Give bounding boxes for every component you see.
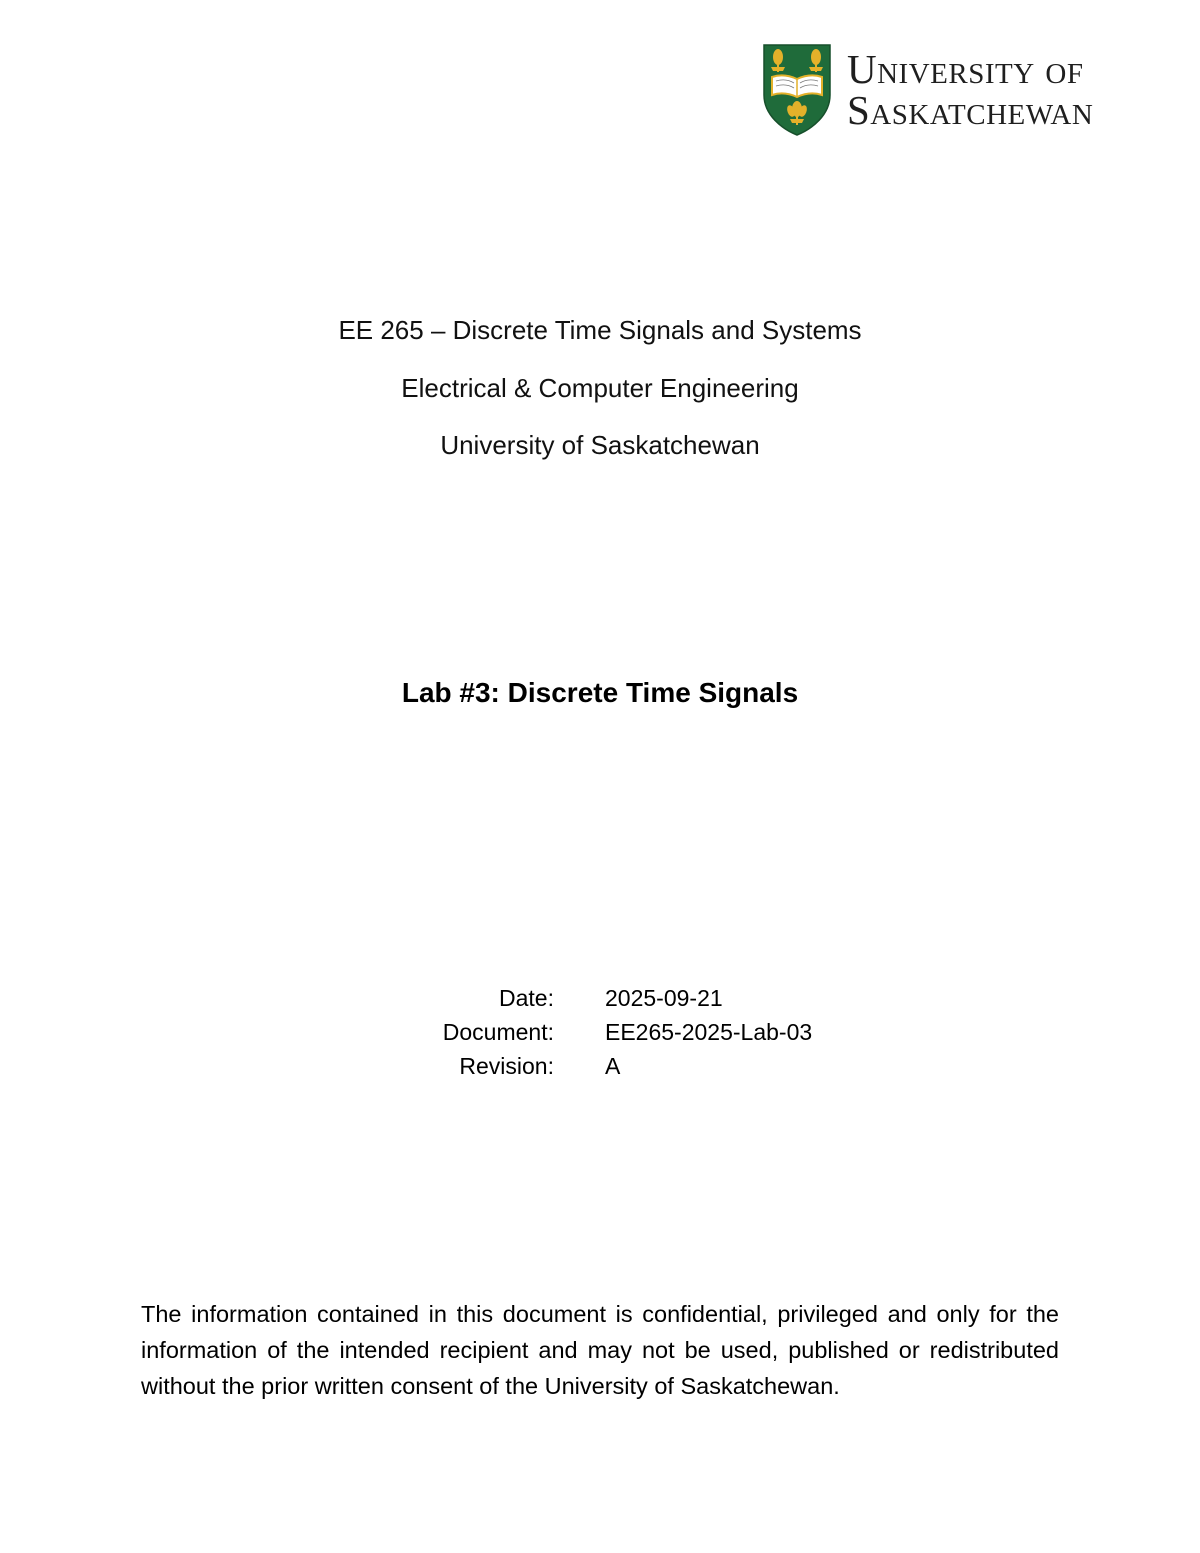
date-value: 2025-09-21 xyxy=(605,985,723,1011)
revision-value: A xyxy=(605,1053,621,1079)
meta-row-date xyxy=(0,985,1200,1019)
university-crest-icon xyxy=(762,43,832,137)
wordmark-line-1: University of xyxy=(847,46,1084,92)
confidentiality-notice: The information contained in this document is confidential, privileged and only for the information of the intended recipient and may not be used, published or redistributed without the prior written consent of the University of Saskatchewan. xyxy=(141,1301,1059,1399)
wordmark-line-2: Saskatchewan xyxy=(847,87,1094,133)
meta-row-document xyxy=(0,1019,1200,1053)
document-label: Document: xyxy=(442,1019,554,1045)
university-name: University of Saskatchewan xyxy=(440,430,760,460)
lab-title: Lab #3: Discrete Time Signals xyxy=(401,677,799,708)
course-title: EE 265 – Discrete Time Signals and Systems xyxy=(338,315,862,345)
document-value: EE265-2025-Lab-03 xyxy=(605,1019,813,1045)
department-name: Electrical & Computer Engineering xyxy=(401,373,799,403)
date-label: Date: xyxy=(499,985,554,1011)
document-meta xyxy=(0,985,1200,1087)
university-wordmark xyxy=(847,46,1094,133)
meta-row-revision xyxy=(0,1053,1200,1087)
university-logo xyxy=(762,43,1093,137)
revision-label: Revision: xyxy=(459,1053,554,1079)
